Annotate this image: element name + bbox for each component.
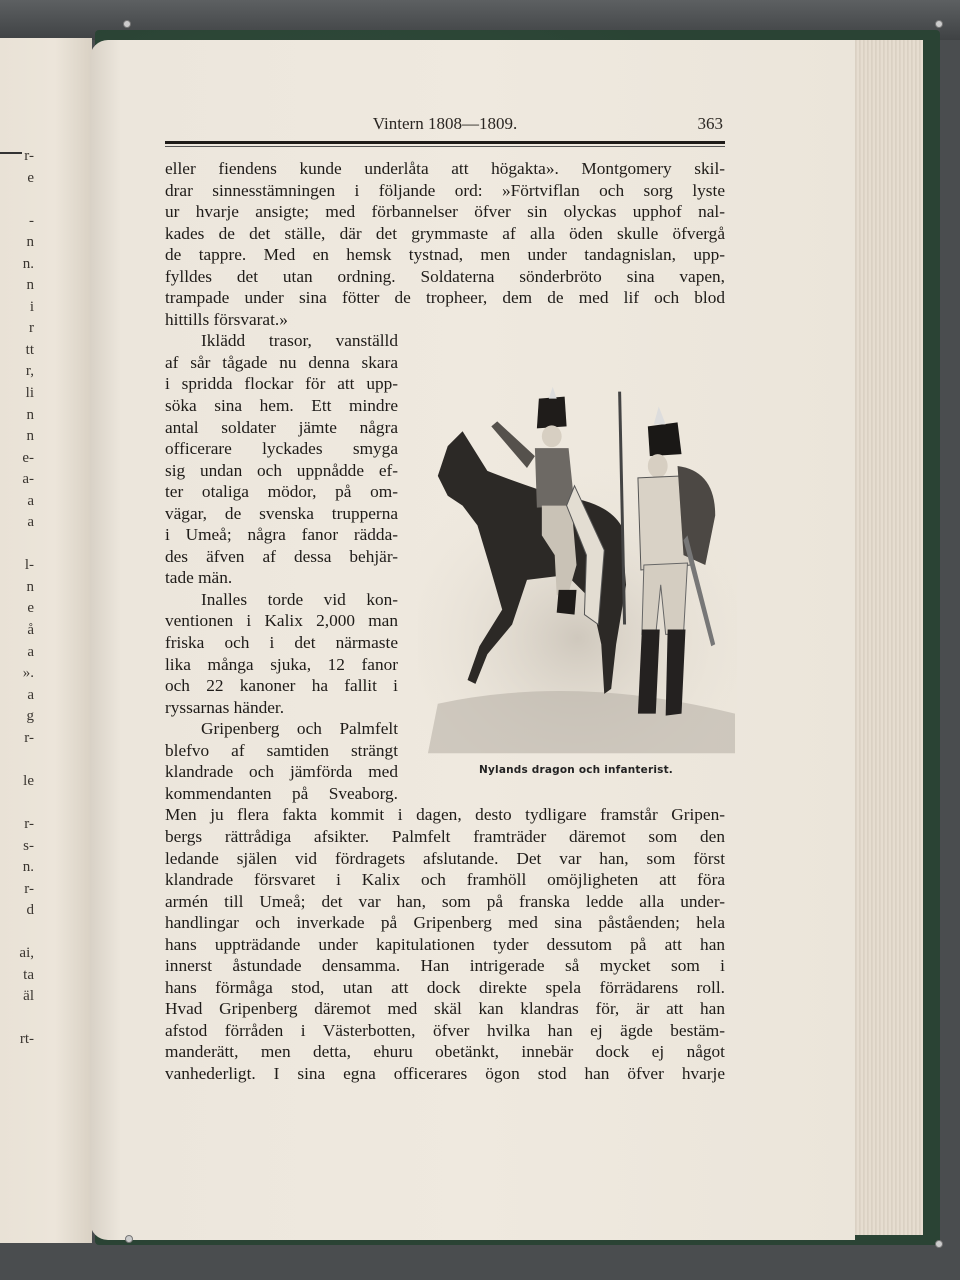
- left-page-fragment: li: [25, 385, 34, 402]
- text-line: hittills försvarat.»: [165, 309, 288, 329]
- text-line: klandrade försvaret i Kalix och framhöll omöjligheten att föra: [165, 870, 725, 890]
- left-page-fragment: r,: [25, 363, 34, 380]
- left-page-text-fragments: [0, 146, 34, 1051]
- left-page-fragment: g: [26, 708, 34, 725]
- left-page-fragment: r-: [24, 729, 34, 746]
- text-line: i Umeå; några fanor rädda-: [165, 525, 398, 545]
- left-page-fragment: e: [27, 600, 34, 617]
- text-line: i spridda flockar för att upp-: [165, 374, 398, 394]
- left-page-fragment: i: [29, 298, 34, 315]
- left-page-fragment: a: [27, 514, 34, 531]
- left-page: [0, 38, 92, 1243]
- left-page-fragment: d: [26, 902, 34, 919]
- text-line: friska och i det närmaste: [165, 633, 398, 653]
- left-page-fragment: s-: [23, 837, 34, 854]
- page-number: 363: [697, 114, 723, 133]
- left-page-fragment: [0, 534, 34, 556]
- paragraph-block-3: [165, 804, 725, 1084]
- corner-pin: [935, 20, 943, 28]
- text-line: kades de det ställe, där det grymmaste af alla öden skulle öfvergå: [165, 223, 725, 243]
- left-page-fragment: n: [26, 234, 34, 251]
- text-line: Iklädd trasor, vanställd: [201, 331, 398, 351]
- left-page-fragment: ai,: [19, 945, 34, 962]
- text-line: klandrade och jämförda med: [165, 762, 398, 782]
- left-page-fragment: tt: [25, 341, 34, 358]
- corner-pin: [125, 1235, 133, 1243]
- left-page-fragment: n.: [22, 859, 34, 876]
- text-line: ryssarnas händer.: [165, 697, 285, 717]
- left-page-fragment: n: [26, 428, 34, 445]
- text-line: Inalles torde vid kon-: [201, 589, 398, 609]
- text-line: antal soldater jämte några: [165, 417, 398, 437]
- illustration-caption: Nylands dragon och infanterist.: [478, 764, 673, 776]
- left-page-fragment: r-: [24, 148, 34, 164]
- left-page-fragment: ta: [23, 966, 34, 983]
- left-page-fragment: n: [26, 277, 34, 294]
- left-page-fragment: n: [26, 406, 34, 423]
- text-line: och 22 kanoner ha fallit i: [165, 676, 398, 696]
- text-line: sig undan och uppnådde ef-: [165, 460, 398, 480]
- left-page-fragment: a: [27, 686, 34, 703]
- header-rule: [165, 141, 725, 144]
- text-line: drar sinnesstämningen i följande ord: »Förtviflan och sorg lyste: [165, 180, 725, 200]
- text-line: des äfven af dessa behjär-: [165, 546, 398, 566]
- left-page-fragment: l-: [24, 557, 34, 574]
- left-page-fragment: a-: [22, 471, 34, 488]
- text-line: ter otaliga mödor, på om-: [165, 482, 398, 502]
- text-line: ur hvarje ansigte; med förbannelser öfver sin olyckas upphof nal-: [165, 202, 725, 222]
- left-page-fragment: a: [27, 492, 34, 509]
- text-line: trampade under sina fötter de tropheer, dem de med lif och blod: [165, 288, 725, 308]
- text-line: Gripenberg och Palmfelt: [201, 719, 398, 739]
- text-line: kommendanten på Sveaborg.: [165, 783, 398, 803]
- text-line: söka sina hem. Ett mindre: [165, 396, 398, 416]
- left-page-fragment: äl: [23, 988, 34, 1005]
- text-line: hans förmåga stod, utan att dock direkte spela förrädarens roll.: [165, 977, 725, 997]
- text-line: Hvad Gripenberg däremot med skäl kan klandras för, är att han: [165, 999, 725, 1019]
- text-line: manderätt, men detta, ehuru obetänkt, innebär dock ej något: [165, 1042, 725, 1062]
- left-page-fragment: ».: [22, 665, 34, 682]
- text-line: officerare lyckades smyga: [165, 439, 398, 459]
- text-line: fylldes det utan ordning. Soldaterna sönderbröto sina vapen,: [165, 266, 725, 286]
- text-line: blefvo af samtiden strängt: [165, 740, 398, 760]
- illustration-dragoon-and-infantryman: [418, 385, 737, 755]
- text-line: lika många sjuka, 12 fanor: [165, 654, 398, 674]
- left-page-fragment: [0, 792, 34, 814]
- left-page-fragment: å: [27, 622, 34, 639]
- text-line: bergs rättrådiga afsikter. Palmfelt framträder däremot som den: [165, 826, 725, 846]
- text-line: vanhederligt. I sina egna officerares ögon stod han öfver hvarje: [165, 1063, 725, 1083]
- left-page-fragment: n.: [22, 255, 34, 272]
- left-page-fragment: e-: [22, 449, 34, 466]
- corner-pin: [123, 20, 131, 28]
- text-line: armén till Umeå; det var han, som på franska ledde alla under-: [165, 891, 725, 911]
- left-page-fragment: -: [29, 212, 34, 229]
- text-line: eller fiendens kunde underlåta att högakta». Montgomery skil-: [165, 159, 725, 178]
- running-header: [165, 114, 725, 136]
- text-line: af sår tågade nu denna skara: [165, 352, 398, 372]
- left-page-fragment: e: [27, 169, 34, 186]
- left-page-fragment: [0, 189, 34, 211]
- text-line: de tappre. Med en hemsk tystnad, men under tandagnislan, upp-: [165, 245, 725, 265]
- header-rule-thin: [165, 146, 725, 147]
- left-page-fragment: a: [27, 643, 34, 660]
- running-title: Vintern 1808—1809.: [372, 114, 518, 133]
- left-page-fragment: r: [29, 320, 34, 337]
- text-line: ledande själen vid fördragets afslutande. Det var han, som först: [165, 848, 725, 868]
- left-page-fragment: le: [23, 772, 34, 789]
- text-line: innerst åstundade densamma. Han intrigerade så mycket som i: [165, 956, 725, 976]
- text-line: vägar, de svenska trupperna: [165, 503, 398, 523]
- text-line: ventionen i Kalix 2,000 man: [165, 611, 398, 631]
- left-page-fragment: rt-: [19, 1031, 34, 1048]
- left-page-fragment: r-: [24, 880, 34, 897]
- left-page-fragment: r-: [24, 815, 34, 832]
- paragraph-block-1: [165, 158, 725, 330]
- text-line: handlingar och inverkade på Gripenberg med sina påståenden; hela: [165, 913, 725, 933]
- left-page-fragment: [0, 922, 34, 944]
- left-page-fragment: [0, 749, 34, 771]
- left-page-fragment: [0, 1008, 34, 1030]
- corner-pin: [935, 1240, 943, 1248]
- illustration-image: [418, 385, 737, 755]
- text-line: tade män.: [165, 568, 233, 588]
- text-line: afstod förråden i Västerbotten, öfver hvilka han ej ägde bestäm-: [165, 1020, 725, 1040]
- text-line: Men ju flera fakta kommit i dagen, desto tydligare framstår Gripen-: [165, 805, 725, 825]
- left-page-fragment: n: [26, 578, 34, 595]
- page-edges: [845, 40, 923, 1235]
- text-line: hans uppträdande under kapitulationen tyder dessutom på att han: [165, 934, 725, 954]
